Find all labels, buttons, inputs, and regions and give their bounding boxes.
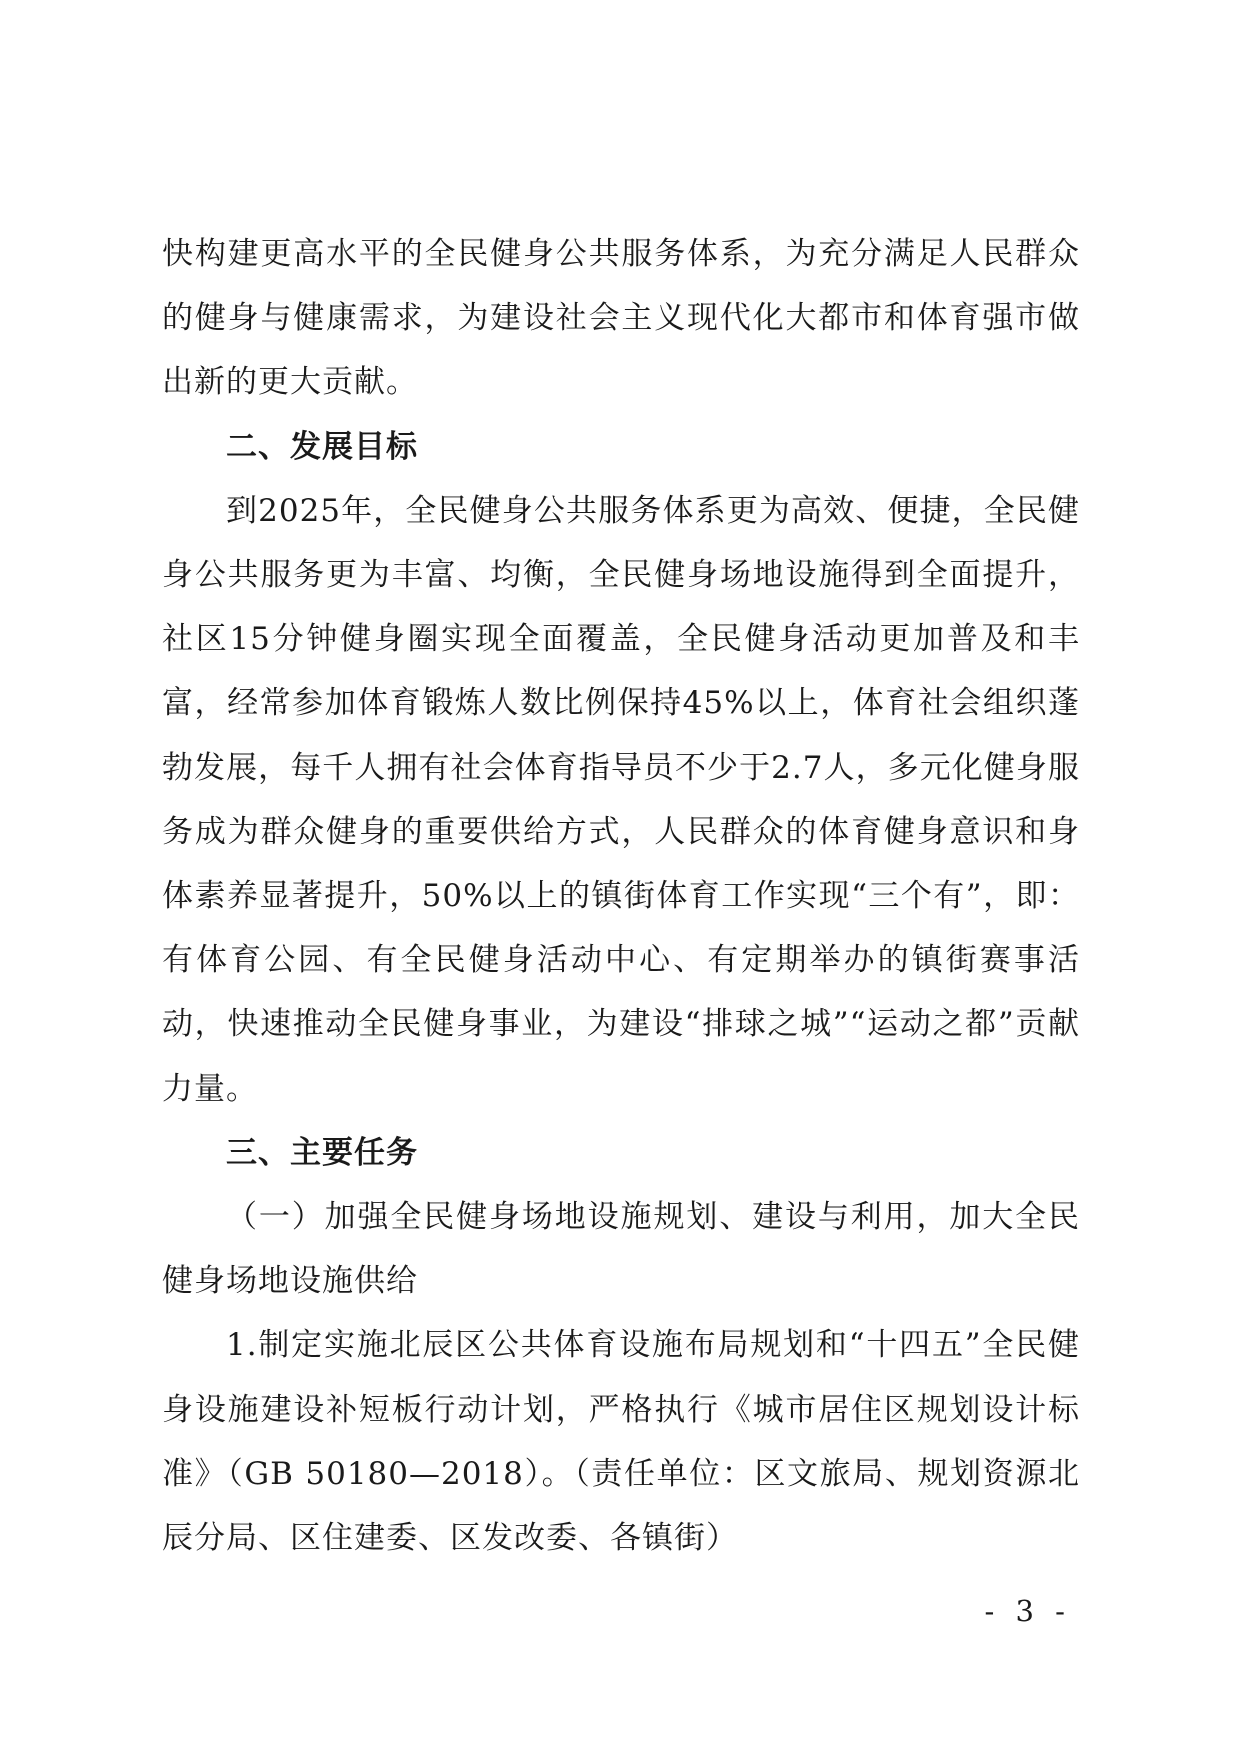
tasks-subheading: （一）加强全民健身场地设施规划、建设与利用，加大全民健身场地设施供给	[162, 1199, 1080, 1300]
page-number: - 3 -	[984, 1594, 1071, 1628]
task-item-1: 1.制定实施北辰区公共体育设施布局规划和“十四五”全民健身设施建设补短板行动计划，严格执行《城市居住区规划设计标准》（GB 50180—2018）。（责任单位：区文旅局、规划资源北辰分局、区住建委、区发改委、各镇街）	[162, 1327, 1080, 1557]
continuation-paragraph: 快构建更高水平的全民健身公共服务体系，为充分满足人民群众的健身与健康需求，为建设社会主义现代化大都市和体育强市做出新的更大贡献。	[162, 236, 1080, 401]
section-heading-goals: 二、发展目标	[226, 428, 418, 465]
document-body	[162, 222, 1080, 1570]
section-heading-tasks: 三、主要任务	[226, 1134, 418, 1171]
goals-paragraph: 到2025年，全民健身公共服务体系更为高效、便捷，全民健身公共服务更为丰富、均衡，全民健身场地设施得到全面提升，社区15分钟健身圈实现全面覆盖，全民健身活动更加普及和丰富，经常参加体育锻炼人数比例保持45%以上，体育社会组织蓬勃发展，每千人拥有社会体育指导员不少于2.7人，多元化健身服务成为群众健身的重要供给方式，人民群众的体育健身意识和身体素养显著提升，50%以上的镇街体育工作实现“三个有”，即：有体育公园、有全民健身活动中心、有定期举办的镇街赛事活动，快速推动全民健身事业，为建设“排球之城”“运动之都”贡献力量。	[162, 492, 1080, 1107]
